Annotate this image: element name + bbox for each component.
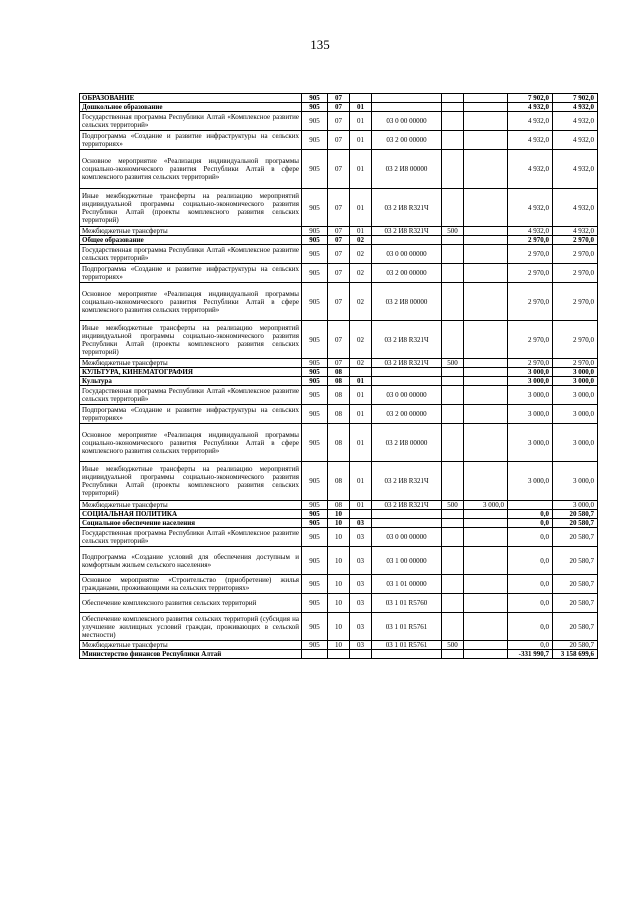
target-article-cell: 03 2 И8 R321Ч (372, 189, 442, 227)
row-name-cell: Культура (80, 377, 302, 386)
row-name-cell: Подпрограмма «Создание условий для обеспечения доступным и комфортным жильем сельского населения» (80, 547, 302, 575)
sum-2-cell: 3 000,0 (508, 424, 553, 462)
table-row (80, 283, 598, 321)
sum-2-cell: 2 970,0 (508, 283, 553, 321)
row-name-cell: Министерство финансов Республики Алтай (80, 650, 302, 659)
subsection-code-cell: 01 (350, 150, 372, 189)
target-article-cell (372, 650, 442, 659)
sum-2-cell: 0,0 (508, 575, 553, 594)
section-code-cell: 07 (328, 131, 350, 150)
subsection-code-cell: 03 (350, 613, 372, 641)
sum-2-cell: 4 932,0 (508, 131, 553, 150)
expense-type-cell (442, 519, 464, 528)
expense-type-cell (442, 189, 464, 227)
section-code-cell: 07 (328, 283, 350, 321)
sum-3-cell: 3 000,0 (553, 377, 598, 386)
table-row (80, 501, 598, 510)
table-row (80, 264, 598, 283)
table-row (80, 94, 598, 103)
row-name-cell: Иные межбюджетные трансферты на реализацию мероприятий индивидуальной программы социально-экономического развития Республики Алтай (проекты комплексного развития сельских территорий) (80, 462, 302, 501)
sum-2-cell: 3 000,0 (508, 386, 553, 405)
gr-code-cell: 905 (302, 264, 328, 283)
table-row (80, 189, 598, 227)
target-article-cell (372, 510, 442, 519)
gr-code-cell: 905 (302, 131, 328, 150)
subsection-code-cell: 02 (350, 359, 372, 368)
sum-3-cell: 3 000,0 (553, 424, 598, 462)
table-row (80, 641, 598, 650)
section-code-cell: 07 (328, 112, 350, 131)
sum-1-cell (464, 150, 508, 189)
sum-2-cell: 2 970,0 (508, 236, 553, 245)
expense-type-cell (442, 377, 464, 386)
expense-type-cell (442, 462, 464, 501)
expense-type-cell (442, 650, 464, 659)
section-code-cell: 10 (328, 613, 350, 641)
gr-code-cell: 905 (302, 519, 328, 528)
sum-1-cell (464, 405, 508, 424)
target-article-cell (372, 236, 442, 245)
sum-2-cell: 2 970,0 (508, 359, 553, 368)
sum-1-cell: 3 000,0 (464, 501, 508, 510)
target-article-cell: 03 2 И8 R321Ч (372, 501, 442, 510)
row-name-cell: Основное мероприятие «Реализация индивидуальной программы социально-экономического развития Республики Алтай в сфере комплексного развития сельских территорий» (80, 150, 302, 189)
subsection-code-cell: 03 (350, 575, 372, 594)
expense-type-cell (442, 594, 464, 613)
sum-2-cell: -331 990,7 (508, 650, 553, 659)
section-code-cell: 08 (328, 424, 350, 462)
section-code-cell: 07 (328, 103, 350, 112)
sum-3-cell: 3 000,0 (553, 386, 598, 405)
sum-1-cell (464, 528, 508, 547)
sum-3-cell: 20 580,7 (553, 510, 598, 519)
expense-type-cell (442, 575, 464, 594)
expense-type-cell: 500 (442, 359, 464, 368)
section-code-cell: 07 (328, 245, 350, 264)
subsection-code-cell (350, 94, 372, 103)
table-row (80, 359, 598, 368)
target-article-cell (372, 519, 442, 528)
sum-3-cell: 2 970,0 (553, 283, 598, 321)
sum-3-cell: 2 970,0 (553, 264, 598, 283)
subsection-code-cell: 03 (350, 519, 372, 528)
sum-3-cell: 2 970,0 (553, 359, 598, 368)
table-row (80, 594, 598, 613)
target-article-cell: 03 2 И8 R321Ч (372, 359, 442, 368)
row-name-cell: Обеспечение комплексного развития сельских территорий (80, 594, 302, 613)
target-article-cell: 03 0 00 00000 (372, 528, 442, 547)
expense-type-cell (442, 94, 464, 103)
sum-2-cell: 3 000,0 (508, 368, 553, 377)
table-row (80, 227, 598, 236)
row-name-cell: Обеспечение комплексного развития сельских территорий (субсидия на улучшение жилищных условий граждан, проживающих в сельской местности) (80, 613, 302, 641)
budget-table (79, 93, 598, 659)
gr-code-cell: 905 (302, 462, 328, 501)
subsection-code-cell: 01 (350, 131, 372, 150)
sum-2-cell: 3 000,0 (508, 377, 553, 386)
target-article-cell: 03 2 00 00000 (372, 264, 442, 283)
table-row (80, 131, 598, 150)
subsection-code-cell: 03 (350, 528, 372, 547)
section-code-cell: 10 (328, 528, 350, 547)
gr-code-cell: 905 (302, 510, 328, 519)
gr-code-cell: 905 (302, 359, 328, 368)
sum-1-cell (464, 377, 508, 386)
section-code-cell: 08 (328, 386, 350, 405)
section-code-cell: 07 (328, 189, 350, 227)
expense-type-cell (442, 245, 464, 264)
sum-1-cell (464, 547, 508, 575)
section-code-cell: 07 (328, 321, 350, 359)
expense-type-cell (442, 368, 464, 377)
sum-3-cell: 3 000,0 (553, 462, 598, 501)
gr-code-cell: 905 (302, 377, 328, 386)
gr-code-cell: 905 (302, 150, 328, 189)
gr-code-cell: 905 (302, 528, 328, 547)
sum-1-cell (464, 94, 508, 103)
row-name-cell: Межбюджетные трансферты (80, 359, 302, 368)
table-row (80, 510, 598, 519)
section-code-cell: 10 (328, 641, 350, 650)
gr-code-cell: 905 (302, 245, 328, 264)
section-code-cell (328, 650, 350, 659)
target-article-cell: 03 1 01 00000 (372, 575, 442, 594)
row-name-cell: Основное мероприятие «Строительство (приобретение) жилья гражданами, проживающими на сельских территориях» (80, 575, 302, 594)
gr-code-cell: 905 (302, 321, 328, 359)
target-article-cell: 03 2 00 00000 (372, 405, 442, 424)
row-name-cell: Подпрограмма «Создание и развитие инфраструктуры на сельских территориях» (80, 264, 302, 283)
table-row (80, 245, 598, 264)
gr-code-cell: 905 (302, 386, 328, 405)
sum-1-cell (464, 424, 508, 462)
sum-1-cell (464, 131, 508, 150)
table-row (80, 575, 598, 594)
expense-type-cell (442, 103, 464, 112)
sum-3-cell: 20 580,7 (553, 575, 598, 594)
subsection-code-cell: 01 (350, 189, 372, 227)
subsection-code-cell: 01 (350, 377, 372, 386)
subsection-code-cell: 02 (350, 264, 372, 283)
sum-3-cell: 4 932,0 (553, 112, 598, 131)
subsection-code-cell: 01 (350, 112, 372, 131)
sum-3-cell: 4 932,0 (553, 150, 598, 189)
gr-code-cell: 905 (302, 283, 328, 321)
sum-1-cell (464, 519, 508, 528)
gr-code-cell: 905 (302, 94, 328, 103)
sum-2-cell: 0,0 (508, 510, 553, 519)
section-code-cell: 07 (328, 94, 350, 103)
gr-code-cell: 905 (302, 594, 328, 613)
target-article-cell: 03 0 00 00000 (372, 245, 442, 264)
table-row (80, 547, 598, 575)
row-name-cell: Государственная программа Республики Алтай «Комплексное развитие сельских территорий» (80, 528, 302, 547)
sum-1-cell (464, 575, 508, 594)
subsection-code-cell: 02 (350, 236, 372, 245)
section-code-cell: 07 (328, 264, 350, 283)
gr-code-cell: 905 (302, 575, 328, 594)
sum-2-cell (508, 501, 553, 510)
page-number: 135 (310, 37, 330, 52)
row-name-cell: КУЛЬТУРА, КИНЕМАТОГРАФИЯ (80, 368, 302, 377)
sum-1-cell (464, 245, 508, 264)
expense-type-cell (442, 510, 464, 519)
target-article-cell: 03 0 00 00000 (372, 386, 442, 405)
subsection-code-cell: 02 (350, 321, 372, 359)
sum-2-cell: 3 000,0 (508, 405, 553, 424)
sum-2-cell: 2 970,0 (508, 264, 553, 283)
table-row (80, 150, 598, 189)
sum-1-cell (464, 386, 508, 405)
sum-2-cell: 3 000,0 (508, 462, 553, 501)
sum-3-cell: 20 580,7 (553, 613, 598, 641)
row-name-cell: Иные межбюджетные трансферты на реализацию мероприятий индивидуальной программы социально-экономического развития Республики Алтай (проекты комплексного развития сельских территорий) (80, 321, 302, 359)
subsection-code-cell: 02 (350, 245, 372, 264)
section-code-cell: 10 (328, 547, 350, 575)
sum-1-cell (464, 283, 508, 321)
target-article-cell (372, 103, 442, 112)
table-row (80, 424, 598, 462)
sum-2-cell: 0,0 (508, 641, 553, 650)
gr-code-cell: 905 (302, 112, 328, 131)
sum-1-cell (464, 510, 508, 519)
sum-2-cell: 2 970,0 (508, 321, 553, 359)
table-row (80, 377, 598, 386)
row-name-cell: Межбюджетные трансферты (80, 641, 302, 650)
section-code-cell: 07 (328, 359, 350, 368)
subsection-code-cell: 01 (350, 462, 372, 501)
target-article-cell (372, 377, 442, 386)
subsection-code-cell (350, 510, 372, 519)
gr-code-cell: 905 (302, 189, 328, 227)
sum-2-cell: 0,0 (508, 613, 553, 641)
sum-1-cell (464, 359, 508, 368)
row-name-cell: Государственная программа Республики Алтай «Комплексное развитие сельских территорий» (80, 112, 302, 131)
target-article-cell: 03 2 И8 R321Ч (372, 462, 442, 501)
gr-code-cell: 905 (302, 613, 328, 641)
section-code-cell: 08 (328, 368, 350, 377)
row-name-cell: Межбюджетные трансферты (80, 227, 302, 236)
sum-2-cell: 2 970,0 (508, 245, 553, 264)
sum-1-cell (464, 227, 508, 236)
section-code-cell: 07 (328, 150, 350, 189)
subsection-code-cell: 03 (350, 594, 372, 613)
sum-3-cell: 20 580,7 (553, 519, 598, 528)
section-code-cell: 07 (328, 227, 350, 236)
expense-type-cell (442, 547, 464, 575)
sum-2-cell: 7 902,0 (508, 94, 553, 103)
sum-1-cell (464, 236, 508, 245)
expense-type-cell (442, 528, 464, 547)
expense-type-cell (442, 386, 464, 405)
sum-1-cell (464, 264, 508, 283)
sum-1-cell (464, 103, 508, 112)
row-name-cell: Основное мероприятие «Реализация индивидуальной программы социально-экономического развития Республики Алтай в сфере комплексного развития сельских территорий» (80, 424, 302, 462)
row-name-cell: Подпрограмма «Создание и развитие инфраструктуры на сельских территориях» (80, 131, 302, 150)
table-row (80, 321, 598, 359)
target-article-cell: 03 1 01 R5761 (372, 613, 442, 641)
expense-type-cell (442, 283, 464, 321)
table-row (80, 112, 598, 131)
section-code-cell: 07 (328, 236, 350, 245)
expense-type-cell (442, 264, 464, 283)
section-code-cell: 10 (328, 519, 350, 528)
table-row (80, 462, 598, 501)
gr-code-cell (302, 650, 328, 659)
target-article-cell: 03 2 И8 R321Ч (372, 227, 442, 236)
sum-1-cell (464, 641, 508, 650)
table-row (80, 405, 598, 424)
sum-3-cell: 3 000,0 (553, 368, 598, 377)
table-row (80, 650, 598, 659)
target-article-cell: 03 1 01 R5760 (372, 594, 442, 613)
sum-2-cell: 4 932,0 (508, 112, 553, 131)
subsection-code-cell: 03 (350, 641, 372, 650)
sum-3-cell: 20 580,7 (553, 641, 598, 650)
gr-code-cell: 905 (302, 547, 328, 575)
target-article-cell: 03 1 01 R5761 (372, 641, 442, 650)
row-name-cell: Основное мероприятие «Реализация индивидуальной программы социально-экономического развития Республики Алтай в сфере комплексного развития сельских территорий» (80, 283, 302, 321)
expense-type-cell: 500 (442, 501, 464, 510)
table-row (80, 386, 598, 405)
sum-2-cell: 0,0 (508, 528, 553, 547)
sum-1-cell (464, 112, 508, 131)
sum-3-cell: 20 580,7 (553, 594, 598, 613)
sum-3-cell: 3 158 699,6 (553, 650, 598, 659)
sum-3-cell: 3 000,0 (553, 405, 598, 424)
row-name-cell: Государственная программа Республики Алтай «Комплексное развитие сельских территорий» (80, 245, 302, 264)
sum-3-cell: 7 902,0 (553, 94, 598, 103)
sum-1-cell (464, 321, 508, 359)
target-article-cell (372, 368, 442, 377)
table-row (80, 528, 598, 547)
row-name-cell: Государственная программа Республики Алтай «Комплексное развитие сельских территорий» (80, 386, 302, 405)
subsection-code-cell: 01 (350, 386, 372, 405)
subsection-code-cell: 01 (350, 501, 372, 510)
sum-3-cell: 2 970,0 (553, 245, 598, 264)
expense-type-cell: 500 (442, 227, 464, 236)
expense-type-cell (442, 131, 464, 150)
expense-type-cell (442, 405, 464, 424)
target-article-cell: 03 2 И8 R321Ч (372, 321, 442, 359)
target-article-cell: 03 2 И8 00000 (372, 424, 442, 462)
gr-code-cell: 905 (302, 103, 328, 112)
target-article-cell: 03 2 И8 00000 (372, 283, 442, 321)
target-article-cell: 03 0 00 00000 (372, 112, 442, 131)
subsection-code-cell: 03 (350, 547, 372, 575)
gr-code-cell: 905 (302, 641, 328, 650)
table-row (80, 519, 598, 528)
sum-2-cell: 0,0 (508, 519, 553, 528)
sum-3-cell: 3 000,0 (553, 501, 598, 510)
subsection-code-cell (350, 368, 372, 377)
sum-1-cell (464, 368, 508, 377)
expense-type-cell: 500 (442, 641, 464, 650)
sum-3-cell: 20 580,7 (553, 528, 598, 547)
subsection-code-cell: 01 (350, 424, 372, 462)
row-name-cell: Межбюджетные трансферты (80, 501, 302, 510)
row-name-cell: Иные межбюджетные трансферты на реализацию мероприятий индивидуальной программы социально-экономического развития Республики Алтай (проекты комплексного развития сельских территорий) (80, 189, 302, 227)
section-code-cell: 08 (328, 462, 350, 501)
sum-2-cell: 0,0 (508, 594, 553, 613)
sum-3-cell: 2 970,0 (553, 321, 598, 359)
gr-code-cell: 905 (302, 405, 328, 424)
subsection-code-cell: 02 (350, 283, 372, 321)
row-name-cell: ОБРАЗОВАНИЕ (80, 94, 302, 103)
expense-type-cell (442, 236, 464, 245)
section-code-cell: 08 (328, 377, 350, 386)
table-row (80, 103, 598, 112)
row-name-cell: Социальное обеспечение населения (80, 519, 302, 528)
row-name-cell: Общее образование (80, 236, 302, 245)
sum-3-cell: 2 970,0 (553, 236, 598, 245)
section-code-cell: 08 (328, 501, 350, 510)
subsection-code-cell: 01 (350, 227, 372, 236)
target-article-cell: 03 2 И8 00000 (372, 150, 442, 189)
target-article-cell: 03 2 00 00000 (372, 131, 442, 150)
expense-type-cell (442, 150, 464, 189)
section-code-cell: 10 (328, 594, 350, 613)
sum-1-cell (464, 594, 508, 613)
sum-2-cell: 4 932,0 (508, 189, 553, 227)
sum-2-cell: 4 932,0 (508, 150, 553, 189)
sum-3-cell: 4 932,0 (553, 131, 598, 150)
sum-1-cell (464, 462, 508, 501)
table-row (80, 613, 598, 641)
expense-type-cell (442, 613, 464, 641)
expense-type-cell (442, 424, 464, 462)
sum-1-cell (464, 650, 508, 659)
gr-code-cell: 905 (302, 424, 328, 462)
gr-code-cell: 905 (302, 501, 328, 510)
row-name-cell: Дошкольное образование (80, 103, 302, 112)
table-row (80, 368, 598, 377)
target-article-cell (372, 94, 442, 103)
row-name-cell: Подпрограмма «Создание и развитие инфраструктуры на сельских территориях» (80, 405, 302, 424)
section-code-cell: 10 (328, 575, 350, 594)
expense-type-cell (442, 112, 464, 131)
gr-code-cell: 905 (302, 236, 328, 245)
gr-code-cell: 905 (302, 368, 328, 377)
sum-3-cell: 20 580,7 (553, 547, 598, 575)
sum-2-cell: 0,0 (508, 547, 553, 575)
subsection-code-cell: 01 (350, 103, 372, 112)
subsection-code-cell (350, 650, 372, 659)
gr-code-cell: 905 (302, 227, 328, 236)
sum-3-cell: 4 932,0 (553, 189, 598, 227)
sum-3-cell: 4 932,0 (553, 103, 598, 112)
sum-2-cell: 4 932,0 (508, 227, 553, 236)
expense-type-cell (442, 321, 464, 359)
subsection-code-cell: 01 (350, 405, 372, 424)
table-row (80, 236, 598, 245)
sum-3-cell: 4 932,0 (553, 227, 598, 236)
section-code-cell: 10 (328, 510, 350, 519)
target-article-cell: 03 1 00 00000 (372, 547, 442, 575)
sum-1-cell (464, 613, 508, 641)
sum-1-cell (464, 189, 508, 227)
section-code-cell: 08 (328, 405, 350, 424)
row-name-cell: СОЦИАЛЬНАЯ ПОЛИТИКА (80, 510, 302, 519)
sum-2-cell: 4 932,0 (508, 103, 553, 112)
